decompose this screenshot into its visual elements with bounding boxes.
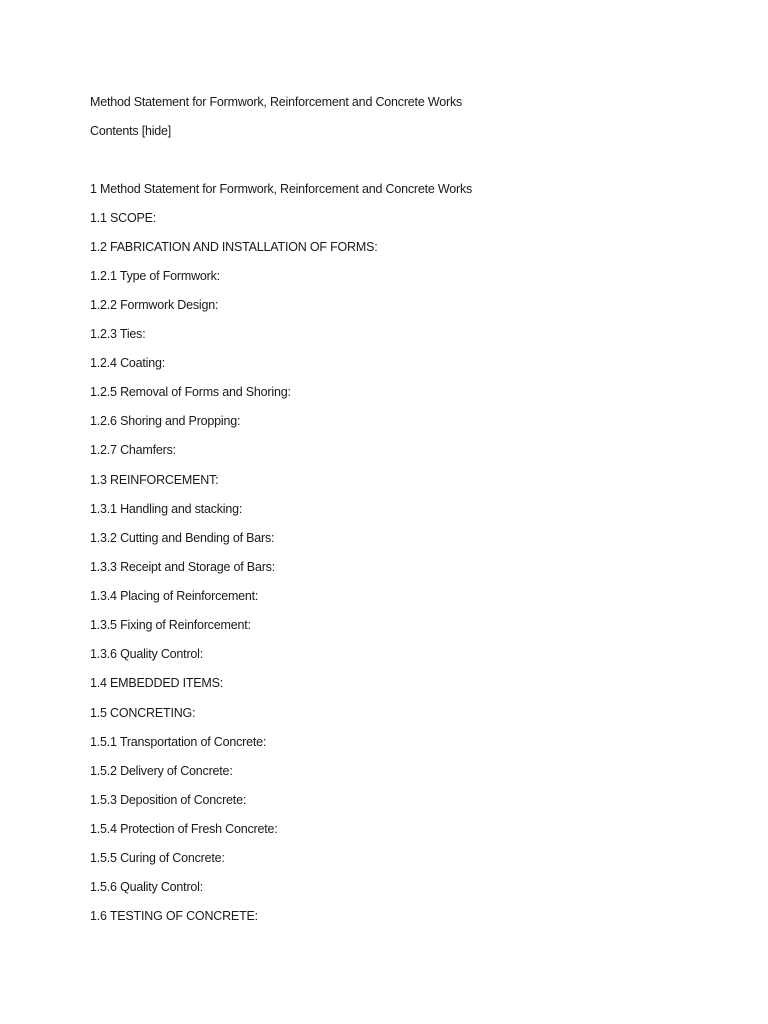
- toc-item[interactable]: 1.1 SCOPE:: [90, 211, 157, 225]
- toc-item[interactable]: 1.6 TESTING OF CONCRETE:: [90, 909, 258, 923]
- toc-item[interactable]: 1.2.5 Removal of Forms and Shoring:: [90, 385, 291, 399]
- toc-item[interactable]: 1.2.3 Ties:: [90, 327, 146, 341]
- toc-item[interactable]: 1.2.1 Type of Formwork:: [90, 269, 220, 283]
- document-title: Method Statement for Formwork, Reinforcement and Concrete Works: [90, 95, 463, 109]
- toc-item[interactable]: 1.2.2 Formwork Design:: [90, 298, 219, 312]
- toc-item[interactable]: 1.3.4 Placing of Reinforcement:: [90, 589, 259, 603]
- toc-item[interactable]: 1.3.3 Receipt and Storage of Bars:: [90, 560, 275, 574]
- toc-item[interactable]: 1.5.2 Delivery of Concrete:: [90, 764, 233, 778]
- toc-item[interactable]: 1.3.5 Fixing of Reinforcement:: [90, 618, 251, 632]
- toc-item[interactable]: 1.5.5 Curing of Concrete:: [90, 851, 225, 865]
- toc-item[interactable]: 1.3.1 Handling and stacking:: [90, 502, 243, 516]
- contents-heading[interactable]: Contents [hide]: [90, 124, 172, 138]
- toc-item[interactable]: 1.2.7 Chamfers:: [90, 443, 176, 457]
- toc-item[interactable]: 1.5.1 Transportation of Concrete:: [90, 735, 267, 749]
- toc-item[interactable]: 1.5.4 Protection of Fresh Concrete:: [90, 822, 278, 836]
- toc-item[interactable]: 1.3.2 Cutting and Bending of Bars:: [90, 531, 275, 545]
- toc-item[interactable]: 1.5 CONCRETING:: [90, 706, 196, 720]
- toc-item[interactable]: 1.5.6 Quality Control:: [90, 880, 204, 894]
- toc-item[interactable]: 1.3.6 Quality Control:: [90, 647, 204, 661]
- toc-item[interactable]: 1.3 REINFORCEMENT:: [90, 473, 219, 487]
- toc-item[interactable]: 1 Method Statement for Formwork, Reinforcement and Concrete Works: [90, 182, 473, 196]
- toc-item[interactable]: 1.2.6 Shoring and Propping:: [90, 414, 241, 428]
- toc-item[interactable]: 1.2 FABRICATION AND INSTALLATION OF FORMS:: [90, 240, 378, 254]
- toc-item[interactable]: 1.4 EMBEDDED ITEMS:: [90, 676, 224, 690]
- toc-item[interactable]: 1.2.4 Coating:: [90, 356, 166, 370]
- toc-item[interactable]: 1.5.3 Deposition of Concrete:: [90, 793, 247, 807]
